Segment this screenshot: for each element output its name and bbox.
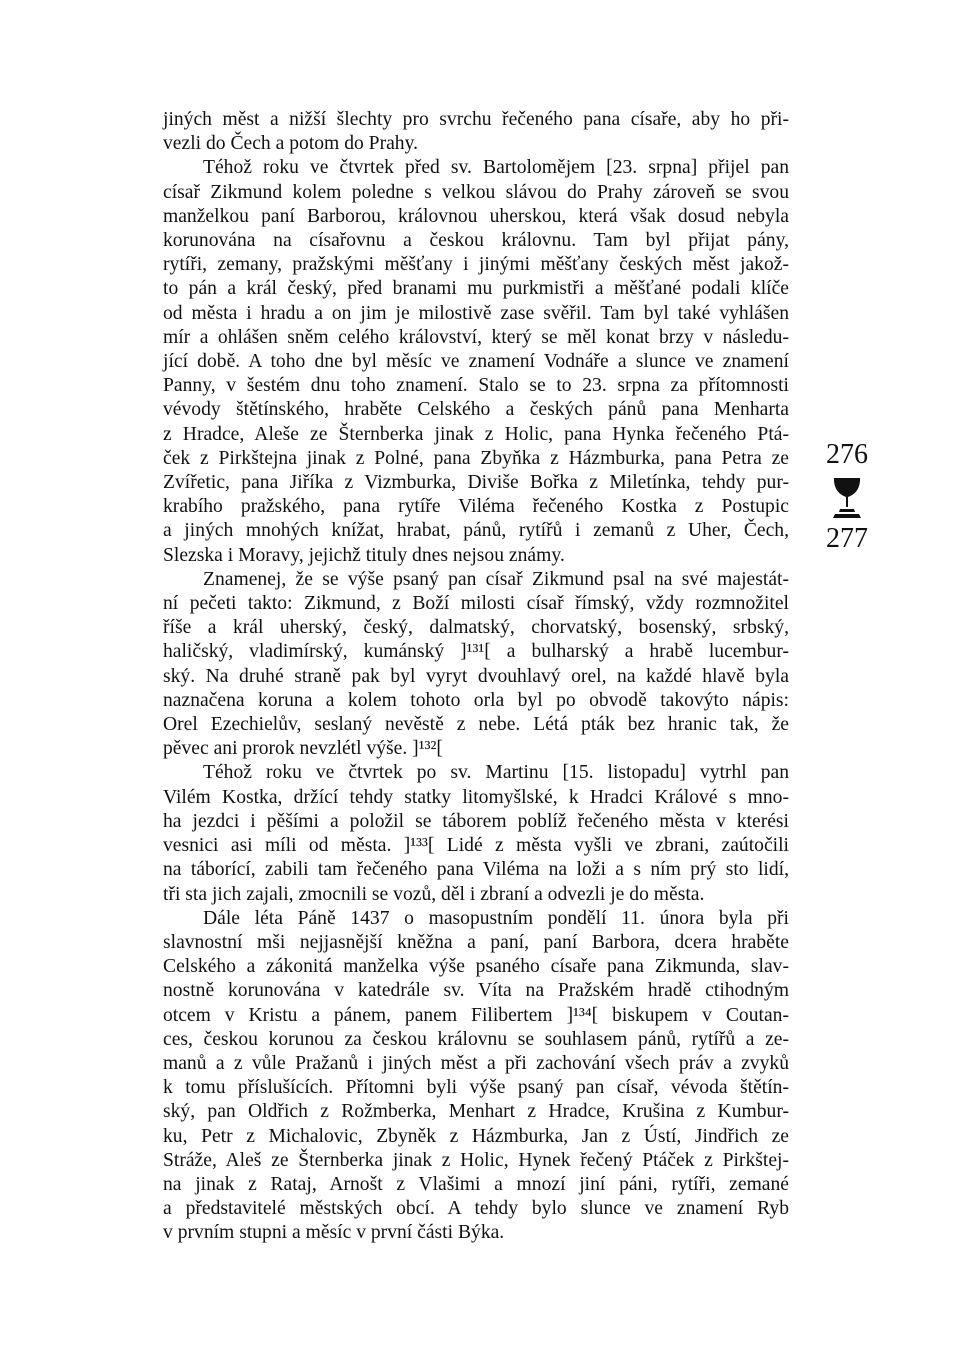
text-line: jící době. A toho dne byl měsíc ve znamení Vodnáře a slunce ve znamení [163, 351, 789, 373]
text-line: ský, pan Oldřich z Rožmberka, Menhart z Hradce, Krušina z Kumbur- [163, 1101, 789, 1123]
text-line: vévody štětínského, hraběte Celského a českých pánů pana Menharta [163, 399, 789, 421]
text-line: v prvním stupni a měsíc v první části Býka. [163, 1222, 505, 1244]
text-line: vesnici asi míli od města. ]¹³³[ Lidé z města vyšli ve zbrani, zaútočili [163, 835, 789, 857]
text-line: krabího pražského, pana rytíře Viléma řečeného Kostka z Postupic [163, 496, 789, 518]
text-line: Panny, v šestém dnu toho znamení. Stalo se to 23. srpna za přítomnosti [163, 375, 789, 397]
text-line: na táborící, zabili tam řečeného pana Viléma na loži a s ním prý sto lidí, [163, 859, 789, 881]
paragraph [163, 568, 789, 762]
text-line: vezli do Čech a potom do Prahy. [163, 133, 419, 155]
text-line: jiných měst a nižší šlechty pro svrchu řečeného pana císaře, aby ho při- [163, 109, 789, 130]
text-line: a jiných mnohých knížat, hrabat, pánů, rytířů i zemanů z Uher, Čech, [163, 520, 789, 542]
margin-page-numbers [812, 440, 882, 554]
text-line: Vilém Kostka, držící tehdy statky litomyšlské, k Hradci Králové s mno- [163, 786, 789, 808]
text-line: ces, českou korunou za českou královnu se souhlasem pánů, rytířů a ze- [163, 1028, 789, 1050]
text-line: od města i hradu a on jim je milostivě zase svěřil. Tam byl také vyhlášen [163, 302, 789, 324]
paragraph [163, 156, 789, 567]
text-line: říše a král uherský, český, dalmatský, chorvatský, bosenský, srbský, [163, 617, 789, 639]
text-line: slavnostní mši nejjasnější kněžna a paní, paní Barbora, dcera hraběte [163, 931, 789, 953]
text-line: a představitelé městských obcí. A tehdy bylo slunce ve znamení Ryb [163, 1198, 789, 1220]
text-line: ský. Na druhé straně pak byl vyryt dvouhlavý orel, na každé hlavě byla [163, 665, 789, 687]
paragraph [163, 108, 789, 156]
text-line: Téhož roku ve čtvrtek před sv. Bartolomějem [23. srpna] přijel pan [203, 157, 789, 179]
text-line: ní pečeti takto: Zikmund, z Boží milosti císař římský, vždy rozmnožitel [163, 593, 789, 615]
text-line: Téhož roku ve čtvrtek po sv. Martinu [15. listopadu] vytrhl pan [203, 762, 789, 784]
text-line: to pán a král český, před branami mu purkmistři a měšťané podali klíče [163, 278, 789, 300]
text-line: haličský, vladimírský, kumánský ]¹³¹[ a bulharský a hrabě lucembur- [163, 641, 789, 663]
text-line: manů a z vůle Pražanů i jiných měst a při zachování všech práv a zvyků [163, 1052, 789, 1074]
main-text [163, 108, 789, 1246]
text-line: Stráže, Aleš ze Šternberka jinak z Holic, Hynek řečený Ptáček z Pirkštej- [163, 1149, 789, 1171]
text-line: Znamenej, že se výše psaný pan císař Zikmund psal na své majestát- [203, 568, 789, 590]
text-line: rytíři, zemany, pražskými měšťany i jinými měšťany českých měst jakož- [163, 254, 789, 276]
text-line: k tomu příslušících. Přítomni byli výše psaný pan císař, vévoda štětín- [163, 1077, 789, 1099]
text-line: na jinak z Rataj, Arnošt z Vlašimi a mnozí jiní páni, rytíři, zemané [163, 1173, 789, 1195]
paragraph [163, 761, 789, 906]
text-line: mír a ohlášen sněm celého království, který se měl konat brzy v následu- [163, 326, 789, 348]
text-line: Zvířetic, pana Jiříka z Vizmburka, Diviše Bořka z Miletínka, tehdy pur- [163, 472, 789, 494]
text-line: Slezska i Moravy, jejichž tituly dnes nejsou známy. [163, 544, 565, 566]
chalice-icon [830, 476, 864, 520]
text-line: ku, Petr z Michalovic, Zbyněk z Házmburka, Jan z Ústí, Jindřich ze [163, 1125, 789, 1147]
text-line: císař Zikmund kolem poledne s velkou slávou do Prahy zároveň se svou [163, 181, 789, 203]
text-line: nostně korunována v katedrále sv. Víta na Pražském hradě ctihodným [163, 980, 789, 1002]
text-line: tři sta jich zajali, zmocnili se vozů, děl i zbraní a odvezli je do města. [163, 883, 705, 905]
text-line: otcem v Kristu a pánem, panem Filibertem ]¹³⁴[ biskupem v Coutan- [163, 1004, 789, 1026]
text-line: naznačena koruna a kolem tohoto orla byl po obvodě takovýto nápis: [163, 689, 789, 711]
text-line: ček z Pirkštejna jinak z Polné, pana Zbyňka z Házmburka, pana Petra ze [163, 447, 789, 469]
text-line: Dále léta Páně 1437 o masopustním pondělí 11. února byla při [203, 907, 789, 929]
text-line: manželkou paní Barborou, královnou uherskou, která však dosud nebyla [163, 205, 789, 227]
text-line: ha jezdci i pěšími a položil se táborem poblíž řečeného města v kterési [163, 810, 789, 832]
text-line: Orel Ezechielův, seslaný nevěstě z nebe. Létá pták bez hranic tak, že [163, 714, 789, 736]
text-line: z Hradce, Aleše ze Šternberka jinak z Holic, pana Hynka řečeného Ptá- [163, 423, 789, 445]
text-line: Celského a zákonitá manželka výše psaného císaře pana Zikmunda, slav- [163, 956, 789, 978]
text-line: korunována na císařovnu a českou královnu. Tam byl přijat pány, [163, 230, 789, 252]
page-number-right: 277 [826, 523, 868, 554]
page-number-left: 276 [826, 439, 868, 470]
paragraph [163, 907, 789, 1246]
text-line: pěvec ani prorok nevzlétl výše. ]¹³²[ [163, 738, 443, 760]
